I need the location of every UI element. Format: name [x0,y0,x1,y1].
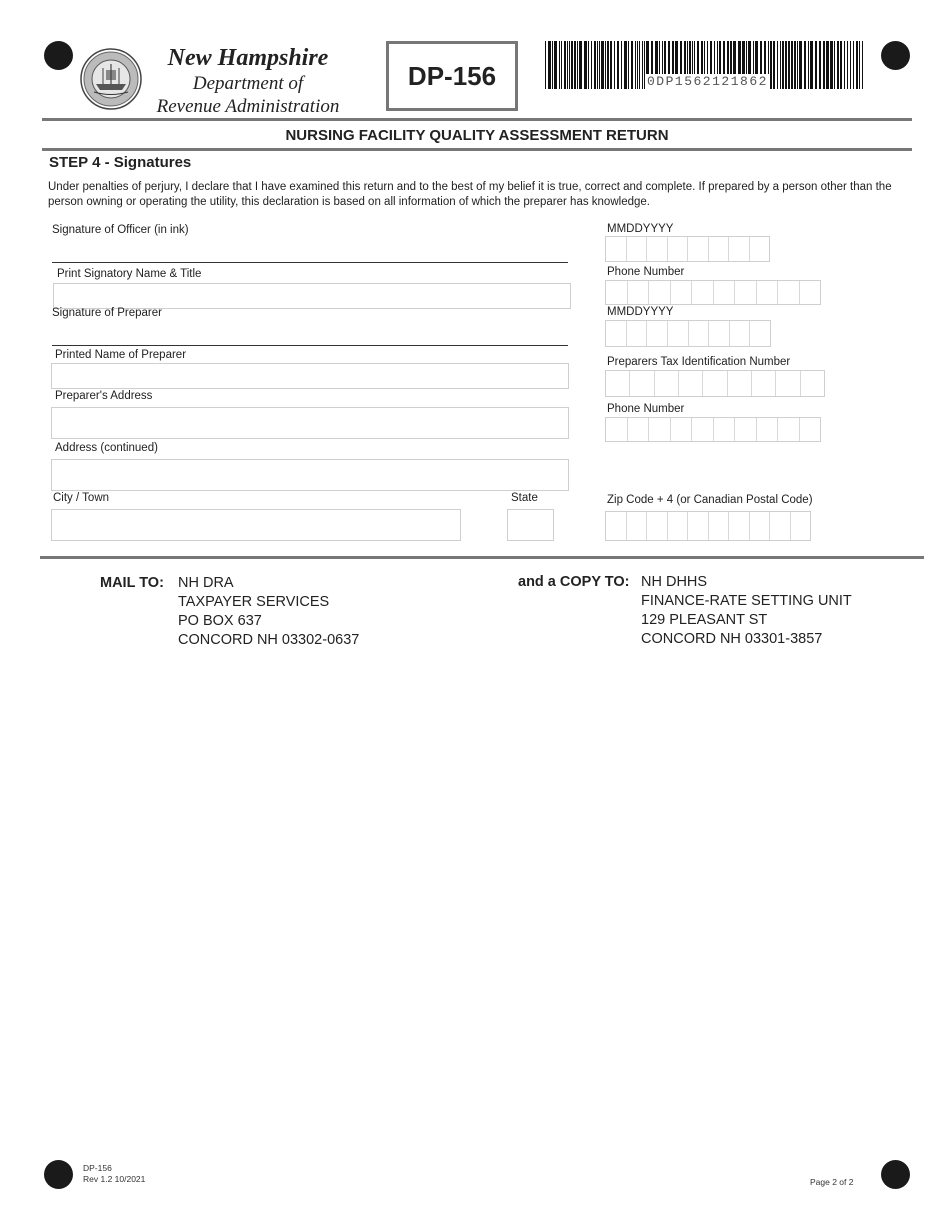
input-cell[interactable] [668,237,689,261]
input-cell[interactable] [606,512,627,540]
barcode-bar [840,41,842,89]
agency-name [138,44,358,118]
input-cell[interactable] [800,281,821,304]
input-cell[interactable] [703,371,727,396]
input-cell[interactable] [606,321,627,346]
barcode-bar [610,41,612,89]
barcode-bar [628,41,629,89]
barcode-bar [804,41,806,89]
input-cell[interactable] [709,512,730,540]
registration-mark-top-right [881,41,910,70]
input-cell[interactable] [649,281,671,304]
barcode-bar [584,41,587,89]
barcode-bar [794,41,796,89]
barcode-bar [552,41,553,89]
barcode-bar [862,41,863,89]
copy-to-line: NH DHHS [641,574,708,590]
footer-form-id: DP-156 [83,1163,112,1173]
input-cell[interactable] [730,321,751,346]
barcode-bar [834,41,835,89]
barcode-bar [574,41,576,89]
input-cell[interactable] [757,281,779,304]
input-cell[interactable] [627,512,648,540]
date-officer-label: MMDDYYYY [607,223,674,235]
barcode-bar [791,41,793,89]
input-cell[interactable] [647,237,668,261]
input-cell[interactable] [628,418,650,441]
mail-to-address [178,574,359,650]
date-preparer-label: MMDDYYYY [607,306,674,318]
barcode-bar [605,41,606,89]
registration-mark-top-left [44,41,73,70]
signature-officer-line[interactable] [52,262,568,263]
barcode-bar [777,41,778,89]
barcode-bar [856,41,858,89]
preparer-address-input[interactable] [51,407,569,439]
address-continued-label: Address (continued) [55,442,158,454]
input-cell[interactable] [714,281,736,304]
barcode-bar [624,41,627,89]
barcode-bar [639,41,640,89]
step-heading: STEP 4 - Signatures [49,154,192,171]
barcode-bar [588,41,589,89]
input-cell[interactable] [729,237,750,261]
registration-mark-bottom-left [44,1160,73,1189]
copy-to-line: 129 PLEASANT ST [641,612,768,628]
barcode-bar [571,41,573,89]
barcode-bar [830,41,833,89]
agency-department: Department of [192,73,304,94]
input-cell[interactable] [692,418,714,441]
barcode-bar [808,41,809,89]
state-label: State [511,492,538,504]
printed-name-preparer-input[interactable] [51,363,569,389]
phone-officer-input[interactable] [605,280,821,305]
date-preparer-input[interactable] [605,320,771,347]
input-cell[interactable] [630,371,654,396]
input-cell[interactable] [649,418,671,441]
barcode-bar [548,41,551,89]
input-cell[interactable] [757,418,779,441]
agency-state: New Hampshire [167,45,329,71]
barcode-bar [599,41,600,89]
phone-preparer-input[interactable] [605,417,821,442]
barcode-bar [597,41,598,89]
input-cell[interactable] [750,237,770,261]
input-cell[interactable] [692,281,714,304]
print-signatory-label: Print Signatory Name & Title [57,268,202,280]
form-number-box: DP-156 [386,41,518,111]
phone-preparer-label: Phone Number [607,403,685,415]
barcode-bar [559,41,560,89]
barcode-bar [631,41,633,89]
signature-officer-label: Signature of Officer (in ink) [52,224,189,236]
input-cell[interactable] [647,321,668,346]
copy-to-line: FINANCE-RATE SETTING UNIT [641,593,852,609]
input-cell[interactable] [671,418,693,441]
barcode-bar [577,41,578,89]
barcode-bar [635,41,636,89]
barcode-bar [859,41,860,89]
input-cell[interactable] [728,371,752,396]
printed-name-preparer-label: Printed Name of Preparer [55,349,187,361]
copy-to-label: and a COPY TO: [518,574,630,590]
barcode-bar [607,41,609,89]
barcode-bar [770,41,772,89]
input-cell[interactable] [606,281,628,304]
form-title: NURSING FACILITY QUALITY ASSESSMENT RETURN [285,127,669,144]
barcode-bar [815,41,817,89]
barcode-bar [554,41,557,89]
input-cell[interactable] [688,512,709,540]
footer-form-info [83,1163,145,1185]
barcode-bar [847,41,848,89]
input-cell[interactable] [801,371,824,396]
input-cell[interactable] [709,321,730,346]
barcode-bar [621,41,622,89]
mail-to-line: PO BOX 637 [178,613,262,629]
input-cell[interactable] [776,371,800,396]
registration-mark-bottom-right [881,1160,910,1189]
city-town-label: City / Town [53,492,110,504]
input-cell[interactable] [606,237,627,261]
input-cell[interactable] [655,371,679,396]
signature-preparer-label: Signature of Preparer [52,307,162,319]
input-cell[interactable] [668,512,689,540]
preparer-tin-label: Preparers Tax Identification Number [607,356,791,368]
barcode-bar [785,41,787,89]
input-cell[interactable] [606,418,628,441]
print-signatory-input[interactable] [53,283,571,309]
input-cell[interactable] [791,512,811,540]
barcode-bar [567,41,568,89]
input-cell[interactable] [606,371,630,396]
copy-to-address [641,573,852,649]
input-cell[interactable] [750,321,770,346]
signature-preparer-line[interactable] [52,345,568,346]
input-cell[interactable] [679,371,703,396]
barcode-bar [844,41,845,89]
zip-label: Zip Code + 4 (or Canadian Postal Code) [607,494,813,506]
barcode-bar [810,41,813,89]
address-continued-input[interactable] [51,459,569,491]
barcode-bar [853,41,854,89]
barcode-bar [799,41,802,89]
barcode-bar [545,41,546,89]
zip-input[interactable] [605,511,811,541]
barcode-bar [569,41,570,89]
input-cell[interactable] [627,237,648,261]
barcode-number: 0DP1562121862 [647,74,768,89]
input-cell[interactable] [735,418,757,441]
barcode-bar [591,41,592,89]
input-cell[interactable] [668,321,689,346]
city-town-input[interactable] [51,509,461,541]
footer-revision: Rev 1.2 10/2021 [83,1174,146,1184]
footer-page-number: Page 2 of 2 [810,1177,854,1187]
mail-to-line: CONCORD NH 03302-0637 [178,632,360,648]
mail-to-line: TAXPAYER SERVICES [178,594,330,610]
preparer-tin-input[interactable] [605,370,825,397]
input-cell[interactable] [778,418,800,441]
date-officer-input[interactable] [605,236,770,262]
input-cell[interactable] [778,281,800,304]
barcode-bar [788,41,790,89]
input-cell[interactable] [800,418,821,441]
header-divider [42,118,912,121]
barcode-bar [642,41,643,89]
barcode-bar [617,41,619,89]
barcode-bar [614,41,615,89]
barcode-bar [579,41,582,89]
input-cell[interactable] [688,237,709,261]
declaration-text: Under penalties of perjury, I declare that I have examined this return and to the best of my belief it is true, correct and complete. If prepared by a person other than the person owning or operating the utility, this declaration is based on all information of which the preparer has knowledge. [48,181,892,208]
input-cell[interactable] [689,321,710,346]
barcode-bar [823,41,825,89]
input-cell[interactable] [770,512,791,540]
input-cell[interactable] [750,512,771,540]
mail-to-label: MAIL TO: [100,575,164,591]
agency-division: Revenue Administration [156,96,340,117]
input-cell[interactable] [647,512,668,540]
barcode-bar [601,41,604,89]
state-seal-icon [80,48,142,110]
input-cell[interactable] [735,281,757,304]
input-cell[interactable] [752,371,776,396]
input-cell[interactable] [729,512,750,540]
barcode-bar [837,41,839,89]
state-input[interactable] [507,509,554,541]
input-cell[interactable] [627,321,648,346]
barcode-bar [782,41,784,89]
preparer-address-label: Preparer's Address [55,390,153,402]
barcode-bar [819,41,821,89]
input-cell[interactable] [628,281,650,304]
title-divider [42,148,912,151]
mail-to-line: NH DRA [178,575,234,591]
section-divider [40,556,924,559]
input-cell[interactable] [714,418,736,441]
barcode-bar [637,41,638,89]
phone-officer-label: Phone Number [607,266,685,278]
input-cell[interactable] [709,237,730,261]
barcode-bar [773,41,775,89]
barcode-bar [561,41,562,89]
barcode-bar [594,41,596,89]
barcode-bar [826,41,829,89]
copy-to-line: CONCORD NH 03301-3857 [641,631,823,647]
barcode-bar [850,41,851,89]
input-cell[interactable] [671,281,693,304]
barcode-bar [564,41,566,89]
barcode-bar [780,41,781,89]
barcode-bar [797,41,798,89]
